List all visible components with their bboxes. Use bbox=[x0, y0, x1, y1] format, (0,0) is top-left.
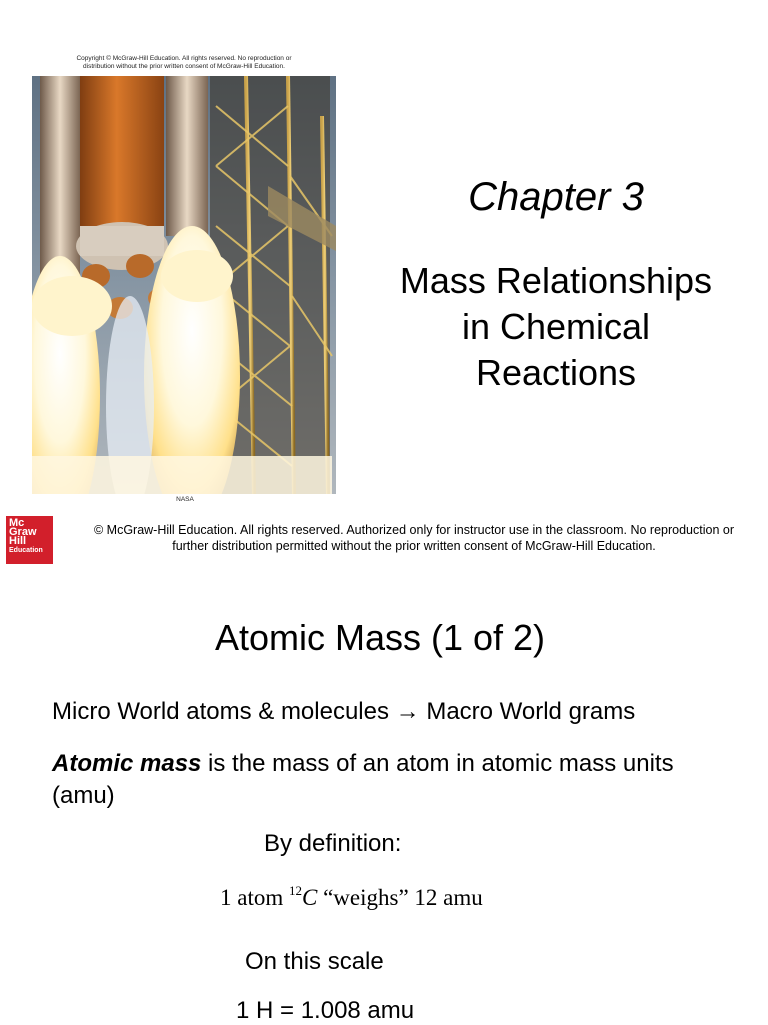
logo-line: Graw bbox=[9, 526, 37, 538]
image-credit: NASA bbox=[176, 496, 194, 503]
rocket-launch-photo bbox=[32, 76, 336, 494]
image-copyright-notice: Copyright © McGraw-Hill Education. All rights reserved. No reproduction or distribution without the prior written consent of McGraw-Hill Education. bbox=[76, 55, 292, 70]
mcgraw-hill-logo bbox=[6, 516, 53, 564]
atomic-mass-term: Atomic mass bbox=[52, 750, 202, 777]
formula-prefix: 1 atom bbox=[220, 885, 289, 910]
chapter-title: Chapter 3 bbox=[468, 175, 644, 219]
subtitle-line: Mass Relationships bbox=[399, 260, 713, 301]
hydrogen-mass: 1 H = 1.008 amu bbox=[236, 997, 415, 1024]
logo-line: Education bbox=[9, 547, 43, 554]
micro-macro-statement: Micro World atoms & molecules → Macro World grams bbox=[52, 698, 636, 725]
subtitle-line: Reactions bbox=[475, 352, 637, 393]
atomic-mass-definition bbox=[52, 748, 732, 812]
atomic-mass-definition-text: is the mass of an atom in atomic mass units (amu) bbox=[52, 750, 674, 809]
formula-superscript: 12 bbox=[289, 883, 302, 898]
logo-line: Mc bbox=[9, 517, 25, 529]
footer-copyright bbox=[70, 522, 758, 554]
on-this-scale-label: On this scale bbox=[245, 948, 384, 975]
atomic-mass-slide bbox=[0, 576, 768, 1024]
carbon-12-formula bbox=[220, 876, 483, 913]
by-definition-label: By definition: bbox=[264, 830, 402, 857]
logo-line: Hill bbox=[9, 535, 27, 547]
formula-element: C bbox=[302, 885, 318, 910]
footer-copyright-line: further distribution permitted without the prior written consent of McGraw-Hill Education. bbox=[172, 539, 656, 553]
formula-suffix: “weighs” 12 amu bbox=[317, 885, 483, 910]
chapter-subtitle bbox=[370, 258, 742, 396]
subtitle-line: in Chemical bbox=[461, 306, 651, 347]
footer-copyright-line: © McGraw-Hill Education. All rights reserved. Authorized only for instructor use in the classroom. No reproduction or bbox=[93, 523, 735, 537]
slide-title: Atomic Mass (1 of 2) bbox=[214, 617, 546, 658]
